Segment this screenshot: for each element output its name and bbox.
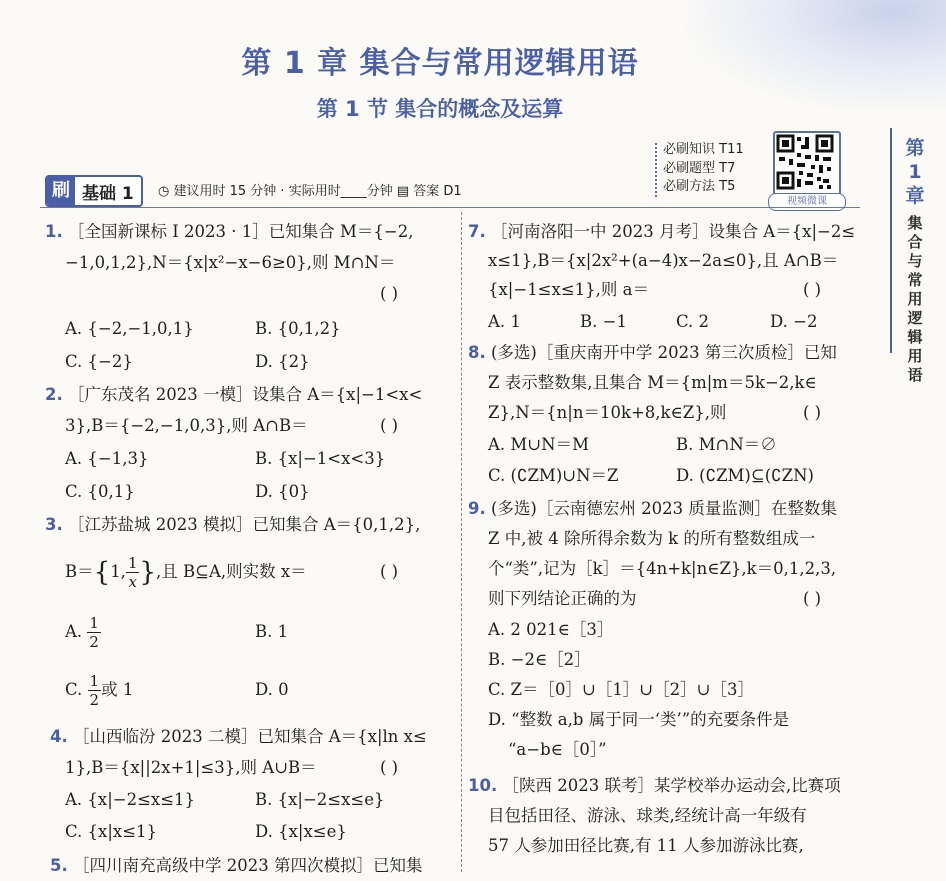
question-text: ［江苏盐城 2023 模拟］已知集合 A＝{0,1,2}, [68,515,421,534]
right-column [468,216,868,866]
question-number: 8. [468,343,486,362]
side-tab [886,128,946,528]
side-chapter-char: 第 [905,137,925,159]
side-tab-line [890,128,892,353]
option-a: A. 2 021∈［3］ [488,620,614,639]
option-d: D. {0} [255,482,310,501]
answer-paren: ( ) [380,284,399,303]
question-8-line-1 [468,337,837,368]
option-label: A. [65,622,83,641]
option-c [65,672,133,709]
side-topic-char: 集 [907,214,923,232]
question-number: 10. [468,776,498,795]
question-number: 4. [50,727,68,746]
fraction [87,614,101,651]
timing-text: 建议用时 15 分钟 · 实际用时____分钟 [173,184,393,199]
numerator: 1 [127,554,138,572]
option-c: C. {−2} [65,352,133,371]
question-9-line-2: Z 中,被 4 除所得余数为 k 的所有整数组成一 [488,529,816,548]
option-d: D. {x|x≤e} [255,822,347,841]
denominator: 2 [89,633,99,651]
numerator: 1 [89,614,99,632]
option-a: A. {−2,−1,0,1} [65,319,194,338]
question-9-line-4: 则下列结论正确的为 [488,589,637,608]
option-b: B. {0,1,2} [255,319,341,338]
side-topic-char: 逻 [907,309,923,327]
option-d: D. (∁ZM)⊆(∁ZN) [676,466,814,485]
side-topic-char: 合 [907,233,923,251]
question-7-line-2: x≤1},B＝{x|2x²+(a−4)x−2a≤0},且 A∩B＝ [488,251,839,270]
question-text: ［陕西 2023 联考］某学校举办运动会,比赛项 [502,776,841,795]
question-4-line-1 [50,721,427,752]
timing-info [158,180,462,199]
question-10-line-3: 57 人参加田径比赛,有 11 人参加游泳比赛, [488,836,804,855]
option-b: B. {x|−2≤x≤e} [255,790,385,809]
option-b: B. M∩N＝∅ [676,435,777,454]
option-b: B. 1 [255,622,289,641]
brace-left: { [93,557,111,588]
option-c: C. (∁ZM)∪N＝Z [488,466,619,485]
denominator: x [128,573,137,591]
question-number: 1. [45,222,63,241]
must-brush-marker [655,143,659,197]
must-brush-item: 必刷题型 T7 [663,160,736,176]
question-4-line-2: 1},B＝{x||2x+1|≤3},则 A∪B＝ [65,758,317,777]
denominator: 2 [89,691,100,709]
question-number: 5. [50,856,68,875]
question-number: 7. [468,222,486,241]
option-c: C. 2 [676,312,710,331]
chapter-title: 第 1 章 集合与常用逻辑用语 [241,46,639,81]
option-b: B. {x|−1<x<3} [255,449,386,468]
side-topic-char: 语 [907,366,923,384]
question-8-line-3: Z},N＝{n|n＝10k+8,k∈Z},则 [488,403,727,422]
option-b: B. −2∈［2］ [488,650,591,669]
question-text: 1, [110,562,126,581]
badge-label: 基础 1 [82,183,134,204]
clock-icon: ◷ [158,184,170,199]
option-d: D. {2} [255,352,310,371]
side-topic-char: 与 [907,252,923,270]
option-a: A. {x|−2≤x≤1} [65,790,196,809]
option-b: B. −1 [580,312,627,331]
question-1-line-2: −1,0,1,2},N＝{x|x²−x−6≥0},则 M∩N＝ [65,253,396,272]
side-topic-char: 辑 [907,328,923,346]
badge-brush: 刷 [47,177,75,205]
option-c: C. {x|x≤1} [65,822,158,841]
question-8-line-2: Z 表示整数集,且集合 M＝{m|m＝5k−2,k∈ [488,373,817,392]
side-topic-char: 用 [907,290,923,308]
answer-paren: ( ) [380,562,399,581]
side-chapter-char: 章 [905,185,925,207]
question-number: 2. [45,385,63,404]
option-a: A. 1 [488,312,521,331]
side-topic-char: 常 [907,271,923,289]
fraction [126,554,140,591]
column-divider [461,212,462,872]
side-topic-char: 用 [907,347,923,365]
answer-paren: ( ) [803,280,822,299]
question-2-line-1 [45,379,422,410]
question-7-line-3: {x|−1≤x≤1},则 a＝ [488,280,649,299]
fraction [88,672,102,709]
question-5-line-1 [50,850,422,881]
question-text: ［山西临汾 2023 二模］已知集合 A＝{x|ln x≤ [73,727,427,746]
question-number: 3. [45,515,63,534]
brace-right: } [139,557,157,588]
header-rule [40,207,860,208]
qr-label: 视频微课 [768,193,846,211]
option-d: D. −2 [770,312,818,331]
question-10-line-2: 目包括田径、游泳、球类,经统计高一年级有 [488,806,807,825]
option-a: A. M∪N＝M [488,435,589,454]
question-10-line-1 [468,770,841,801]
question-7-line-1 [468,216,855,247]
must-brush-item: 必刷方法 T5 [663,179,736,194]
question-text: ,且 B⊆A,则实数 x＝ [156,562,307,581]
answer-paren: ( ) [803,589,822,608]
question-9-line-1 [468,493,837,524]
option-a: A. {−1,3} [65,449,149,468]
option-text: 或 1 [101,680,134,699]
question-1-line-1 [45,216,413,247]
left-column [45,216,455,875]
option-c: C. Z＝［0］∪［1］∪［2］∪［3］ [488,680,754,699]
option-d: D. 0 [255,680,289,699]
question-9-line-3: 个“类”,记为［k］＝{4n+k|n∈Z},k＝0,1,2,3, [488,559,837,578]
side-chapter-char: 1 [908,161,922,183]
qr-code-icon [775,133,835,191]
answer-paren: ( ) [380,416,399,435]
question-text: (多选)［云南德宏州 2023 质量监测］在整数集 [491,499,837,518]
option-a [65,614,101,651]
option-d-cont: “a−b∈［0］” [508,740,607,759]
option-c: C. {0,1} [65,482,135,501]
numerator: 1 [89,672,100,690]
option-label: C. [65,680,83,699]
question-3-line-1 [45,509,420,540]
question-2-line-2: 3},B＝{−2,−1,0,3},则 A∩B＝ [65,416,308,435]
question-text: ［广东茂名 2023 一模］设集合 A＝{x|−1<x< [68,385,423,404]
qr-code[interactable] [773,131,841,197]
must-brush-item: 必刷知识 T11 [663,142,744,157]
must-brush-list [663,141,744,197]
question-text: ［全国新课标 Ⅰ 2023 · 1］已知集合 M＝{−2, [68,222,414,241]
section-badge [45,175,143,207]
option-d: D. “整数 a,b 属于同一‘类’”的充要条件是 [488,710,790,729]
question-3-line-2 [65,552,307,593]
answer-icon: ▤ [396,184,410,199]
question-text: ［四川南充高级中学 2023 第四次模拟］已知集 [73,856,423,875]
side-chapter-label [900,136,930,208]
section-title: 第 1 节 集合的概念及运算 [316,97,564,121]
answer-paren: ( ) [380,758,399,777]
question-number: 9. [468,499,486,518]
side-topic-label [902,214,928,385]
question-text: ［河南洛阳一中 2023 月考］设集合 A＝{x|−2≤ [491,222,856,241]
question-text: (多选)［重庆南开中学 2023 第三次质检］已知 [491,343,837,362]
answer-paren: ( ) [803,403,822,422]
question-text: B＝ [65,562,94,581]
answer-ref: 答案 D1 [413,184,462,199]
